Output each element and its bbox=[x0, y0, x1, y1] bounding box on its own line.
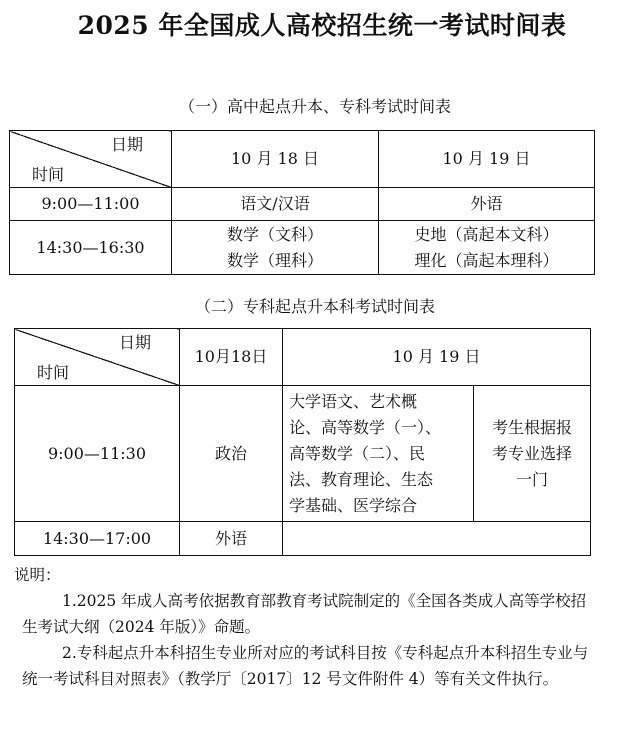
subject-line: 数学（文科） bbox=[226, 224, 323, 244]
subject-line: 论、高等数学（一）、 bbox=[289, 417, 442, 437]
subject-cell: 政治 bbox=[180, 386, 283, 522]
subject-cell bbox=[172, 221, 379, 275]
table-row bbox=[15, 522, 591, 556]
date-header: 10 月 19 日 bbox=[283, 329, 591, 386]
empty-cell bbox=[283, 522, 591, 556]
subject-line: 高等数学（二）、民 bbox=[289, 443, 426, 463]
subject-line: 理化（高起本理科） bbox=[414, 250, 559, 270]
table-row bbox=[10, 188, 595, 221]
subject-cell: 语文/汉语 bbox=[172, 188, 379, 221]
subject-line: 学基础、医学综合 bbox=[289, 495, 418, 515]
subject-line: 史地（高起本文科） bbox=[414, 224, 559, 244]
choice-line: 一门 bbox=[516, 469, 549, 489]
subject-cell bbox=[379, 221, 595, 275]
subject-cell: 外语 bbox=[379, 188, 595, 221]
header-time-label: 时间 bbox=[32, 165, 65, 184]
choice-note-cell bbox=[474, 386, 591, 522]
header-date-label: 日期 bbox=[118, 333, 151, 352]
table-row bbox=[15, 386, 591, 522]
header-time-label: 时间 bbox=[37, 363, 70, 382]
subject-cell: 外语 bbox=[180, 522, 283, 556]
subject-line: 大学语文、艺术概 bbox=[289, 391, 418, 411]
schedule-table-2 bbox=[14, 328, 591, 556]
section2-heading: （二）专科起点升本科考试时间表 bbox=[194, 297, 435, 316]
date-header: 10月18日 bbox=[180, 329, 283, 386]
note-item: 2.专科起点升本科招生专业所对应的考试科目按《专科起点升本科招生专业与统一考试科目对照表》（教学厅〔2017〕12 号文件附件 4）等有关文件执行。 bbox=[22, 644, 589, 688]
section1-heading: （一）高中起点升本、专科考试时间表 bbox=[178, 97, 451, 116]
corner-header-cell bbox=[10, 131, 172, 188]
time-cell: 9:00—11:30 bbox=[15, 386, 180, 522]
subject-line: 法、教育理论、生态 bbox=[289, 469, 434, 489]
note-item: 1.2025 年成人高考依据教育部教育考试院制定的《全国各类成人高等学校招生考试大纲（2024 年版）》命题。 bbox=[22, 592, 587, 636]
notes-heading: 说明： bbox=[14, 566, 61, 584]
time-cell: 9:00—11:00 bbox=[10, 188, 172, 221]
date-header: 10 月 18 日 bbox=[172, 131, 379, 188]
page-title: 2025 年全国成人高校招生统一考试时间表 bbox=[77, 11, 567, 40]
date-header: 10 月 19 日 bbox=[379, 131, 595, 188]
choice-line: 考生根据报 bbox=[492, 417, 573, 437]
notes-section bbox=[0, 562, 644, 692]
time-cell: 14:30—17:00 bbox=[15, 522, 180, 556]
time-cell: 14:30—16:30 bbox=[10, 221, 172, 275]
schedule-table-1 bbox=[9, 130, 595, 275]
table-row bbox=[10, 221, 595, 275]
choice-line: 考专业选择 bbox=[492, 443, 573, 463]
header-date-label: 日期 bbox=[110, 135, 143, 154]
subjects-list-cell bbox=[283, 386, 474, 522]
corner-header-cell bbox=[15, 329, 180, 386]
subject-line: 数学（理科） bbox=[226, 250, 323, 270]
